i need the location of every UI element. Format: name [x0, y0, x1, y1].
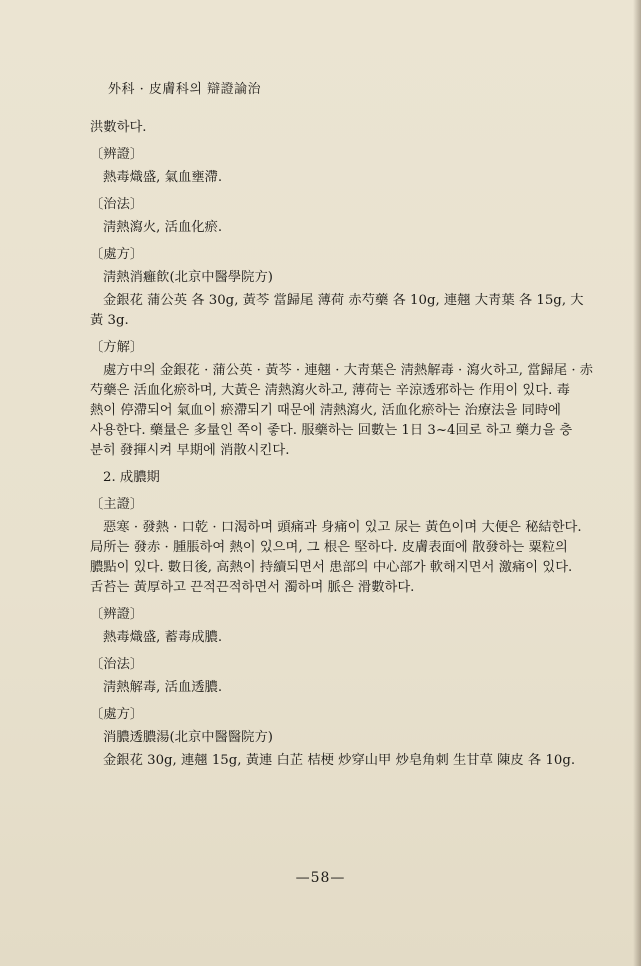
text-line: 熱이 停滯되어 氣血이 瘀滯되기 때문에 淸熱瀉火, 活血化瘀하는 治療法을 同時에	[90, 403, 561, 418]
page-edge-shadow	[633, 0, 641, 966]
section-heading-zhifa: 〔治法〕	[90, 657, 144, 672]
page-number: —58—	[295, 870, 346, 886]
text-line: 金銀花 30g, 連翹 15g, 黃連 白芷 桔梗 炒穿山甲 炒皂角刺 生甘草 陳皮 各 10g.	[103, 753, 576, 768]
prescription-name: 淸熱消癰飮(北京中醫學院方)	[103, 270, 273, 285]
text-line: 淸熱瀉火, 活血化瘀.	[103, 220, 223, 235]
section-heading-fangjie: 〔方解〕	[90, 340, 144, 355]
subsection-heading: 2. 成膿期	[103, 470, 160, 485]
running-header: 外科 · 皮膚科의 辯證論治	[108, 82, 262, 97]
text-line: 處方中의 金銀花 · 蒲公英 · 黃芩 · 連翹 · 大靑葉은 淸熱解毒 · 瀉火하고, 當歸尾 · 赤	[103, 363, 594, 378]
text-line: 淸熱解毒, 活血透膿.	[103, 680, 223, 695]
text-line: 膿點이 있다. 數日後, 高熱이 持續되면서 患部의 中心部가 軟해지면서 激痛이 있다.	[90, 560, 573, 575]
section-heading-bianzheng: 〔辨證〕	[90, 147, 144, 162]
text-line: 熱毒熾盛, 氣血壅滯.	[103, 170, 223, 185]
text-line: 洪數하다.	[90, 120, 147, 135]
text-line: 局所는 發赤 · 腫脹하여 熱이 있으며, 그 根은 堅하다. 皮膚表面에 散發하는 粟粒의	[90, 540, 568, 555]
text-line: 사용한다. 藥量은 多量인 쪽이 좋다. 服藥하는 回數는 1日 3~4回로 하고 藥力을 충	[90, 423, 573, 438]
section-heading-zhuzheng: 〔主證〕	[90, 497, 144, 512]
prescription-name: 消膿透膿湯(北京中醫醫院方)	[103, 730, 273, 745]
text-line: 熱毒熾盛, 蓄毒成膿.	[103, 630, 223, 645]
text-line: 분히 發揮시켜 早期에 消散시킨다.	[90, 443, 290, 458]
section-heading-chufang: 〔處方〕	[90, 247, 144, 262]
text-line: 金銀花 蒲公英 各 30g, 黃芩 當歸尾 薄荷 赤芍藥 各 10g, 連翹 大靑葉 各 15g, 大	[103, 293, 584, 308]
text-line: 芍藥은 活血化瘀하며, 大黃은 淸熱瀉火하고, 薄荷는 辛涼透邪하는 作用이 있다. 毒	[90, 383, 570, 398]
text-line: 惡寒 · 發熱 · 口乾 · 口渴하며 頭痛과 身痛이 있고 尿는 黃色이며 大便은 秘結한다.	[103, 520, 582, 535]
section-heading-zhifa: 〔治法〕	[90, 197, 144, 212]
text-line: 黃 3g.	[90, 313, 129, 328]
page-body	[90, 118, 620, 771]
section-heading-bianzheng: 〔辨證〕	[90, 607, 144, 622]
section-heading-chufang: 〔處方〕	[90, 707, 144, 722]
text-line: 舌苔는 黃厚하고 끈적끈적하면서 濁하며 脈은 滑數하다.	[90, 580, 415, 595]
